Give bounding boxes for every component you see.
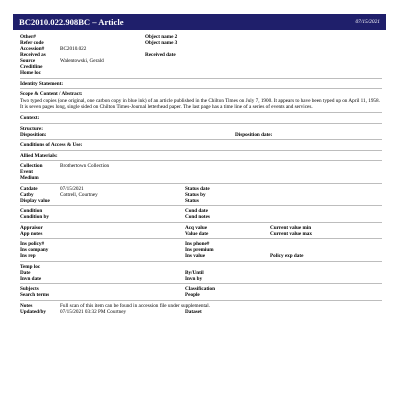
received-as-label: Received as: [20, 52, 46, 58]
source-value: Walentowski, Gerald: [60, 58, 104, 64]
row-invn-date: [20, 276, 382, 282]
divider: [20, 283, 382, 284]
catby-label: Catby: [20, 191, 34, 198]
divider: [20, 78, 382, 79]
divider: [20, 139, 382, 140]
ins-company-label: Ins company: [20, 247, 49, 253]
current-min-label: Current value min: [270, 224, 312, 231]
record-title: BC2010.022.908BC – Article: [19, 16, 124, 27]
allied-label: Allied Materials:: [20, 152, 58, 159]
divider: [20, 88, 382, 89]
medium-label: Medium: [20, 175, 39, 181]
disposition-date-label: Disposition date:: [235, 131, 273, 138]
policy-exp-label: Policy exp date: [270, 253, 304, 259]
ins-phone-label: Ins phone#: [185, 241, 210, 247]
status-label: Status: [185, 197, 199, 204]
divider: [20, 123, 382, 124]
invn-by-label: Invn by: [185, 275, 203, 282]
object-name3-label: Object name 3: [145, 40, 178, 46]
cond-date-label: Cond date: [185, 208, 208, 214]
record-date: 07/15/2021: [355, 18, 380, 25]
scope-label: Scope & Content / Abstract:: [20, 91, 83, 97]
row-ins-rep: [20, 253, 382, 259]
row-app-notes: [20, 231, 382, 237]
condition-label: Condition: [20, 208, 43, 214]
notes-value: Full scan of this item can be found in accession file under supplemental.: [60, 302, 210, 309]
row-medium: [20, 175, 382, 181]
ins-premium-label: Ins premium: [185, 247, 214, 253]
identity-statement-label: Identity Statement:: [20, 80, 64, 87]
creditline-label: Creditline: [20, 64, 43, 70]
temp-loc-label: Temp loc: [20, 263, 41, 270]
search-terms-label: Search terms: [20, 292, 50, 298]
display-value-label: Display value: [20, 197, 50, 204]
home-loc-label: Home loc: [20, 70, 41, 76]
row-condition-by: [20, 214, 382, 220]
dataset-label: Dataset: [185, 308, 202, 315]
context-label: Context:: [20, 115, 40, 121]
event-label: Event: [20, 169, 33, 175]
cond-notes-label: Cond notes: [185, 214, 210, 220]
invn-date-label: Invn date: [20, 275, 42, 282]
divider: [20, 150, 382, 151]
divider: [20, 205, 382, 206]
scope-text: Two typed copies (one original, one carbon copy in blue ink) of an article published in the Chilton Times on July 7, 1900. It appears to have been typed up on April 11, 1958. It is seven pages long, single sided on Chilton Times-Journal letterhead paper. The last page has a time line of a series of events and services.: [20, 97, 380, 110]
ins-value-label: Ins value: [185, 253, 206, 259]
disposition-label: Disposition:: [20, 131, 47, 138]
divider: [20, 183, 382, 184]
row-display-value: [20, 198, 382, 204]
accession-value: BC2010.022: [60, 46, 87, 52]
structure-label: Structure:: [20, 125, 43, 132]
catdate-value: 07/15/2021: [60, 185, 84, 192]
source-label: Source: [20, 58, 36, 64]
classification-label: Classification: [185, 286, 215, 292]
subjects-label: Subjects: [20, 286, 39, 292]
received-date-label: Received date: [145, 52, 176, 58]
record-header: [13, 14, 386, 30]
status-by-label: Status by: [185, 191, 206, 198]
appraisor-label: Appraisor: [20, 224, 43, 231]
people-label: People: [185, 292, 200, 298]
value-date-label: Value date: [185, 230, 209, 237]
row-search-terms: [20, 292, 382, 298]
catby-value: Cottrell, Courtney: [60, 191, 98, 198]
divider: [20, 112, 382, 113]
row-home-loc: [20, 70, 382, 76]
condition-by-label: Condition by: [20, 214, 49, 220]
divider: [20, 160, 382, 161]
collection-label: Collection: [20, 163, 43, 169]
row-disposition: [20, 132, 382, 138]
conditions-label: Conditions of Access & Use:: [20, 142, 83, 148]
app-notes-label: App notes: [20, 230, 43, 237]
updatedby-value: 07/15/2021 03:32 PM Courtney: [60, 308, 127, 315]
accession-label: Accession#: [20, 46, 45, 52]
catdate-label: Catdate: [20, 185, 38, 192]
other-label: Other#: [20, 34, 36, 40]
updatedby-label: Updated/by: [20, 308, 46, 315]
object-name2-label: Object name 2: [145, 34, 178, 40]
acq-value-label: Acq value: [185, 224, 208, 231]
divider: [20, 261, 382, 262]
ins-policy-label: Ins policy#: [20, 241, 45, 247]
status-date-label: Status date: [185, 185, 210, 192]
record-body: [20, 34, 382, 315]
collection-value: Brothertown Collection: [60, 163, 110, 169]
ins-rep-label: Ins rep: [20, 253, 36, 259]
refer-code-label: Refer code: [20, 40, 44, 46]
notes-label: Notes: [20, 302, 33, 309]
byuntil-label: By/Until: [185, 269, 204, 276]
divider: [20, 238, 382, 239]
current-max-label: Current value max: [270, 230, 312, 237]
date-label: Date: [20, 269, 31, 276]
divider: [20, 300, 382, 301]
divider: [20, 222, 382, 223]
row-updatedby: [20, 309, 382, 315]
